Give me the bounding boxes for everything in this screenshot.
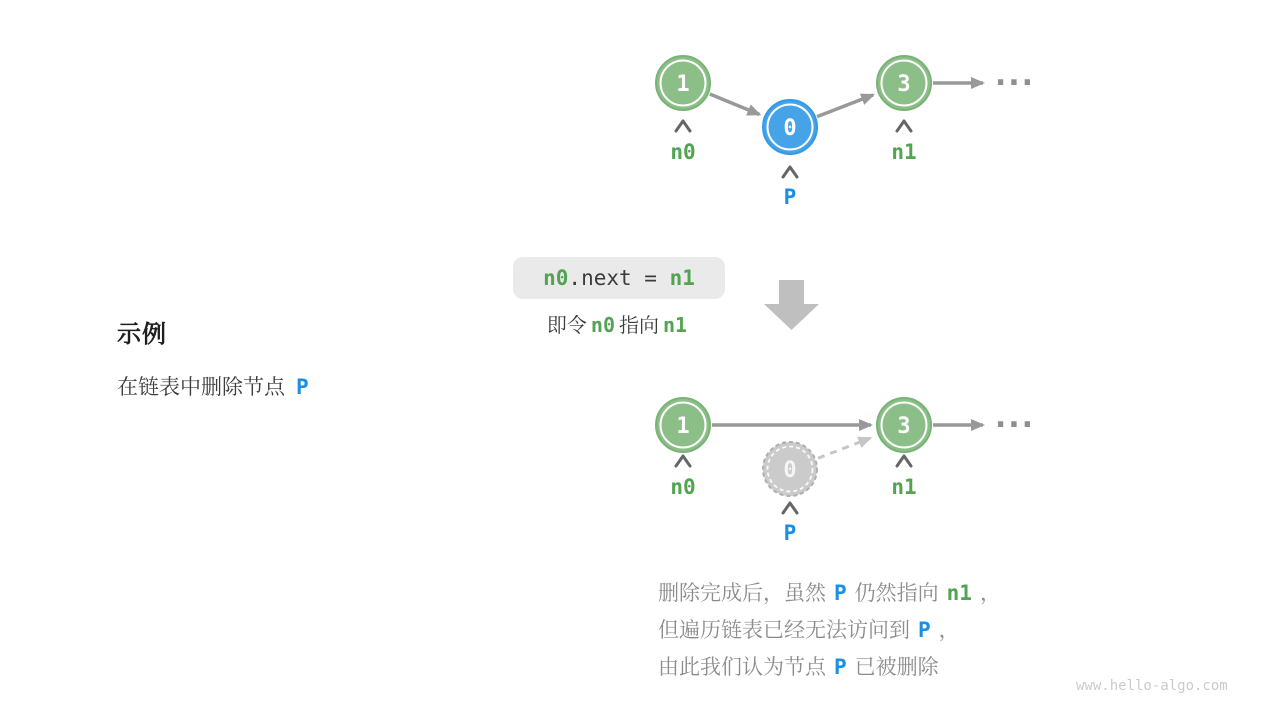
- conclusion-line-2: [658, 612, 1001, 649]
- code-token-n0: n0: [543, 266, 569, 290]
- node-3-after: [877, 398, 931, 452]
- label-n1-after: n1: [891, 475, 917, 499]
- caption-middle: 指向: [619, 315, 659, 337]
- node-1-value: 1: [676, 414, 690, 439]
- node-3-value: 3: [897, 414, 911, 439]
- caret-p-icon: [783, 503, 797, 513]
- caption-n1-token: n1: [663, 313, 688, 337]
- list-before-diagram: [615, 28, 1065, 223]
- conclusion-3-p-token: P: [834, 655, 847, 679]
- conclusion-3a: 由此我们认为节点: [658, 656, 826, 679]
- example-block: [117, 314, 309, 401]
- ellipsis-before: ...: [994, 58, 1036, 93]
- arrow-p-to-n1: [817, 95, 873, 117]
- node-p-deleted: [763, 442, 817, 496]
- caption-prefix: 即令: [546, 315, 587, 337]
- conclusion-3b: 已被删除: [854, 656, 939, 679]
- pointer-p-token: P: [296, 375, 309, 399]
- label-n0-after: n0: [670, 475, 696, 499]
- code-token-middle: .next =: [568, 266, 670, 290]
- conclusion-1-p-token: P: [834, 581, 847, 605]
- list-after-diagram: [615, 372, 1065, 572]
- code-caption: [493, 309, 745, 338]
- watermark: www.hello-algo.com: [1076, 678, 1228, 694]
- label-n1-before: n1: [891, 140, 917, 164]
- example-description: [117, 371, 309, 401]
- conclusion-line-3: [658, 649, 1001, 686]
- conclusion-1b: 仍然指向: [854, 582, 939, 605]
- conclusion-2a: 但遍历链表已经无法访问到: [658, 619, 910, 642]
- code-snippet: [513, 257, 725, 299]
- node-p-value: 0: [783, 458, 797, 483]
- caret-n0-icon: [676, 456, 690, 466]
- ellipsis-after: ...: [994, 400, 1036, 435]
- transform-down-arrow-icon: [763, 280, 821, 334]
- node-1-after: [656, 398, 710, 452]
- dashed-arrow-p-to-n1: [818, 438, 870, 458]
- caret-n1-icon: [897, 456, 911, 466]
- node-3-before: [877, 56, 931, 110]
- label-p-after: P: [783, 521, 797, 545]
- label-n0-before: n0: [670, 140, 696, 164]
- node-3-value: 3: [897, 72, 911, 97]
- caret-n0-icon: [676, 121, 690, 131]
- caption-n0-token: n0: [590, 313, 615, 337]
- conclusion-line-1: [658, 575, 1001, 612]
- node-p-value: 0: [783, 116, 797, 141]
- node-1-before: [656, 56, 710, 110]
- caret-n1-icon: [897, 121, 911, 131]
- arrow-n0-to-p: [710, 94, 760, 115]
- down-arrow-shape: [764, 280, 819, 330]
- example-description-text: 在链表中删除节点: [117, 376, 285, 399]
- conclusion-1-n1-token: n1: [946, 581, 972, 605]
- code-token-n1: n1: [669, 266, 695, 290]
- conclusion-2-p-token: P: [918, 618, 931, 642]
- node-1-value: 1: [676, 72, 690, 97]
- conclusion-text: [658, 575, 1001, 686]
- conclusion-1c: ，: [979, 582, 1001, 605]
- caret-p-icon: [783, 167, 797, 177]
- conclusion-1a: 删除完成后，虽然: [658, 582, 826, 605]
- node-p-before: [763, 100, 817, 154]
- example-heading: 示例: [117, 321, 167, 348]
- label-p-before: P: [783, 185, 797, 209]
- conclusion-2b: ，: [938, 619, 960, 642]
